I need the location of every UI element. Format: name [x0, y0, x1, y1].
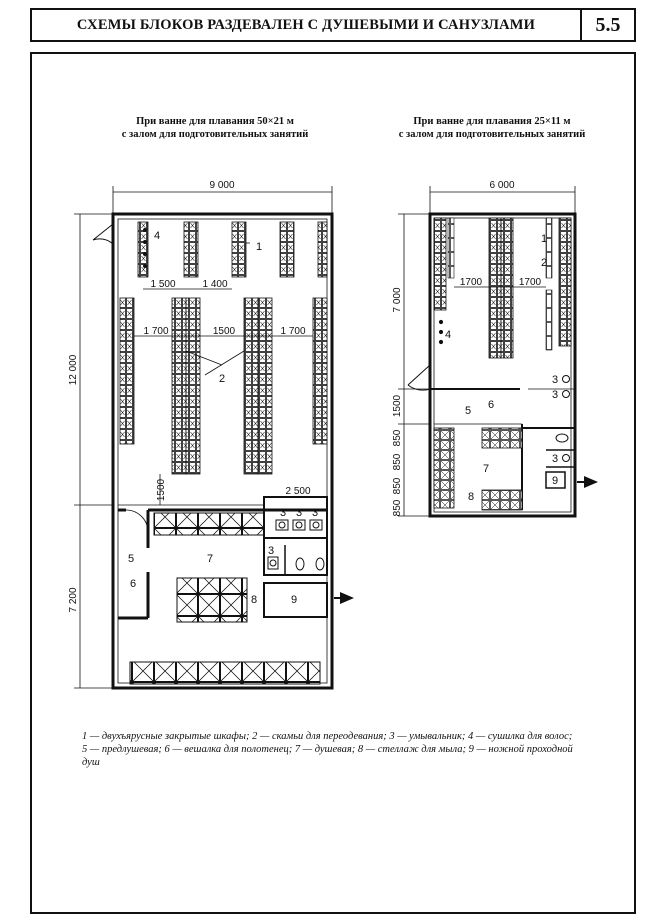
- left-label-7: 7: [207, 553, 214, 565]
- legend: 1 — двухъярусные закрытые шкафы; 2 — скамьи для переодевания; 3 — умывальник; 4 — сушилка для волос; 5 — предлушевая; 6 — вешалка для полотенец; 7 — душевая; 8 — стеллаж для мыла; 9 — ножной проходной душ: [82, 731, 573, 768]
- right-dim-850-c: 850: [392, 477, 403, 495]
- right-lockers: [434, 218, 571, 358]
- right-width-dim: 6 000: [489, 180, 515, 191]
- left-lockers-main: [120, 298, 327, 474]
- right-label-4: 4: [445, 329, 452, 341]
- left-label-2: 2: [219, 373, 226, 385]
- right-caption-line2: с залом для подготовительных занятий: [398, 129, 586, 140]
- left-dim-1500-vert: 1500: [156, 478, 167, 502]
- left-label-9: 9: [291, 594, 298, 606]
- left-shower-row-top: [154, 513, 264, 535]
- right-label-7: 7: [483, 463, 490, 475]
- left-dim-2500: 2 500: [285, 486, 311, 497]
- right-dim-1700-a: 1700: [459, 277, 483, 288]
- right-label-9: 9: [552, 475, 559, 487]
- left-dim-1400: 1 400: [202, 279, 228, 290]
- left-caption-line2: с залом для подготовительных занятий: [121, 129, 309, 140]
- left-dim-1500-mid: 1500: [212, 326, 236, 337]
- left-width-dim: 9 000: [209, 180, 235, 191]
- right-dim-1700-b: 1700: [518, 277, 542, 288]
- left-label-3a: 3: [280, 507, 287, 519]
- right-label-1: 1: [541, 233, 548, 245]
- right-dim-850-d: 850: [392, 499, 403, 517]
- right-caption-line1: При ванне для плавания 25×11 м: [413, 116, 571, 127]
- left-soap-rack: [177, 578, 247, 622]
- right-dim-1500: 1500: [392, 394, 403, 418]
- left-label-5: 5: [128, 553, 135, 565]
- right-height-dim: 7 000: [392, 287, 403, 313]
- left-label-6: 6: [130, 578, 137, 590]
- left-sanitary: [268, 520, 324, 570]
- right-label-3c: 3: [552, 453, 559, 465]
- left-label-3c: 3: [312, 507, 319, 519]
- right-label-8: 8: [468, 491, 475, 503]
- right-dim-850-a: 850: [392, 429, 403, 447]
- left-label-3d: 3: [268, 545, 275, 557]
- left-label-4: 4: [154, 230, 161, 242]
- page-title: СХЕМЫ БЛОКОВ РАЗДЕВАЛЕН С ДУШЕВЫМИ И САНУЗЛАМИ: [76, 16, 536, 33]
- right-label-3b: 3: [552, 389, 559, 401]
- right-dim-850-b: 850: [392, 453, 403, 471]
- left-height-dim-bottom: 7 200: [68, 587, 79, 613]
- right-label-2: 2: [541, 257, 548, 269]
- left-dim-1700-a: 1 700: [143, 326, 169, 337]
- left-label-3b: 3: [296, 507, 303, 519]
- left-caption-line1: При ванне для плавания 50×21 м: [136, 116, 294, 127]
- left-dim-1700-b: 1 700: [280, 326, 306, 337]
- right-showers: [434, 428, 522, 510]
- right-label-3a: 3: [552, 374, 559, 386]
- right-label-5: 5: [465, 405, 472, 417]
- left-height-dim-top: 12 000: [68, 354, 79, 386]
- left-lockers-top: [138, 222, 327, 277]
- left-label-8: 8: [251, 594, 258, 606]
- left-label-1: 1: [256, 241, 263, 253]
- left-dim-1500-top: 1 500: [150, 279, 176, 290]
- left-shower-row-bottom: [130, 662, 320, 684]
- right-label-6: 6: [488, 399, 495, 411]
- section-number: 5.5: [580, 10, 634, 40]
